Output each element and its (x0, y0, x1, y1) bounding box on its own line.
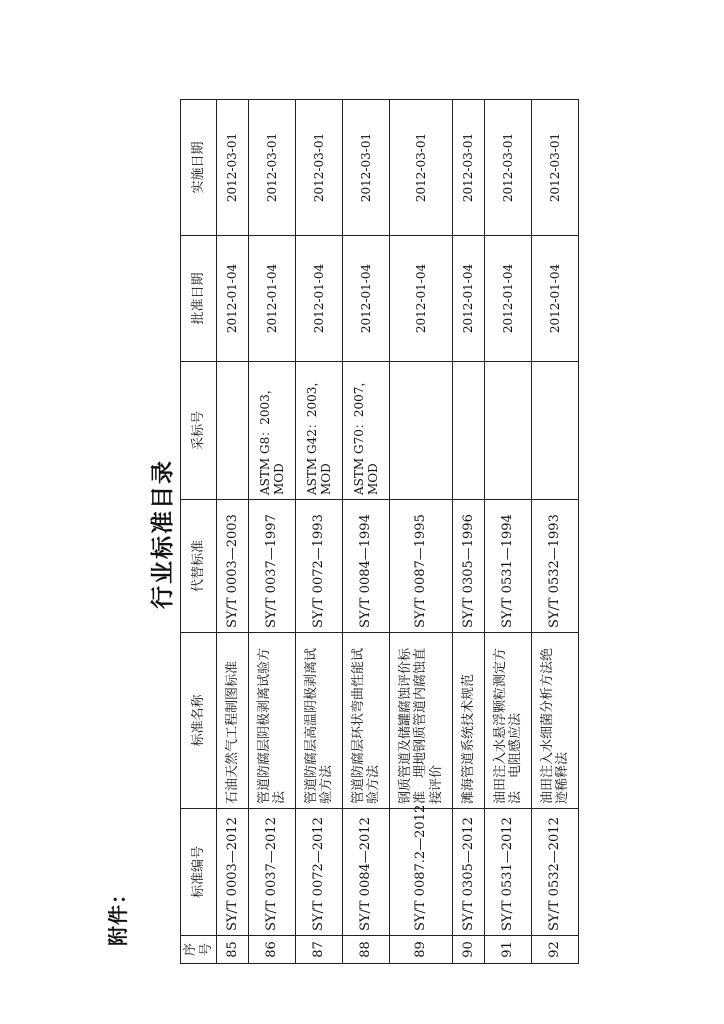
cell-adopted: ASTM G70：2007，MOD (343, 362, 390, 500)
cell-adopted (485, 362, 532, 500)
cell-effective: 2012-03-01 (390, 100, 453, 236)
cell-code: SY/T 0087.2—2012 (390, 809, 453, 936)
cell-effective: 2012-03-01 (532, 100, 579, 236)
cell-approved: 2012-01-04 (296, 236, 343, 362)
header-adopted: 采标号 (181, 362, 217, 500)
cell-seq: 89 (390, 936, 453, 964)
cell-name: 钢质管道及储罐腐蚀评价标准 埋地钢质管道内腐蚀直接评价 (390, 633, 453, 809)
rotated-document (102, 94, 722, 964)
cell-replaces: SY/T 0532—1993 (532, 500, 579, 633)
standards-table (180, 99, 579, 964)
cell-seq: 92 (532, 936, 579, 964)
cell-approved: 2012-01-04 (217, 236, 249, 362)
cell-code: SY/T 0037—2012 (249, 809, 296, 936)
cell-code: SY/T 0531—2012 (485, 809, 532, 936)
header-name: 标准名称 (181, 633, 217, 809)
cell-code: SY/T 0003—2012 (217, 809, 249, 936)
cell-replaces: SY/T 0531—1994 (485, 500, 532, 633)
cell-effective: 2012-03-01 (453, 100, 485, 236)
cell-seq: 85 (217, 936, 249, 964)
cell-replaces: SY/T 0305—1996 (453, 500, 485, 633)
header-approved: 批准日期 (181, 236, 217, 362)
cell-seq: 90 (453, 936, 485, 964)
cell-effective: 2012-03-01 (217, 100, 249, 236)
table-row (249, 100, 296, 964)
cell-adopted (453, 362, 485, 500)
table-row (532, 100, 579, 964)
attachment-label: 附件： (106, 883, 130, 946)
cell-replaces: SY/T 0084—1994 (343, 500, 390, 633)
cell-name: 油田注入水细菌分析方法绝迹稀释法 (532, 633, 579, 809)
cell-replaces: SY/T 0087—1995 (390, 500, 453, 633)
cell-replaces: SY/T 0003—2003 (217, 500, 249, 633)
cell-replaces: SY/T 0037—1997 (249, 500, 296, 633)
cell-seq: 86 (249, 936, 296, 964)
cell-seq: 91 (485, 936, 532, 964)
cell-name: 石油天然气工程制图标准 (217, 633, 249, 809)
cell-adopted: ASTM G8：2003，MOD (249, 362, 296, 500)
cell-approved: 2012-01-04 (532, 236, 579, 362)
table-row (453, 100, 485, 964)
cell-seq: 88 (343, 936, 390, 964)
cell-replaces: SY/T 0072—1993 (296, 500, 343, 633)
cell-code: SY/T 0532—2012 (532, 809, 579, 936)
header-seq: 序号 (181, 936, 217, 964)
table-row (343, 100, 390, 964)
cell-name: 油田注入水悬浮颗粒测定方法 电阻感应法 (485, 633, 532, 809)
cell-name: 滩海管道系统技术规范 (453, 633, 485, 809)
cell-code: SY/T 0305—2012 (453, 809, 485, 936)
cell-approved: 2012-01-04 (453, 236, 485, 362)
header-replaces: 代替标准 (181, 500, 217, 633)
cell-code: SY/T 0072—2012 (296, 809, 343, 936)
table-row (390, 100, 453, 964)
cell-name: 管道防腐层阴极剥离试验方法 (249, 633, 296, 809)
cell-approved: 2012-01-04 (485, 236, 532, 362)
cell-adopted (217, 362, 249, 500)
cell-approved: 2012-01-04 (249, 236, 296, 362)
cell-adopted (390, 362, 453, 500)
page-title: 行业标准目录 (150, 459, 176, 609)
cell-effective: 2012-03-01 (249, 100, 296, 236)
cell-adopted: ASTM G42：2003，MOD (296, 362, 343, 500)
cell-approved: 2012-01-04 (390, 236, 453, 362)
table-row (296, 100, 343, 964)
cell-name: 管道防腐层高温阴极剥离试验方法 (296, 633, 343, 809)
cell-name: 管道防腐层环状弯曲性能试验方法 (343, 633, 390, 809)
cell-effective: 2012-03-01 (343, 100, 390, 236)
cell-approved: 2012-01-04 (343, 236, 390, 362)
table-row (217, 100, 249, 964)
header-code: 标准编号 (181, 809, 217, 936)
header-effective: 实施日期 (181, 100, 217, 236)
cell-adopted (532, 362, 579, 500)
cell-seq: 87 (296, 936, 343, 964)
table-row (485, 100, 532, 964)
table-header-row (181, 100, 217, 964)
cell-code: SY/T 0084—2012 (343, 809, 390, 936)
cell-effective: 2012-03-01 (485, 100, 532, 236)
cell-effective: 2012-03-01 (296, 100, 343, 236)
